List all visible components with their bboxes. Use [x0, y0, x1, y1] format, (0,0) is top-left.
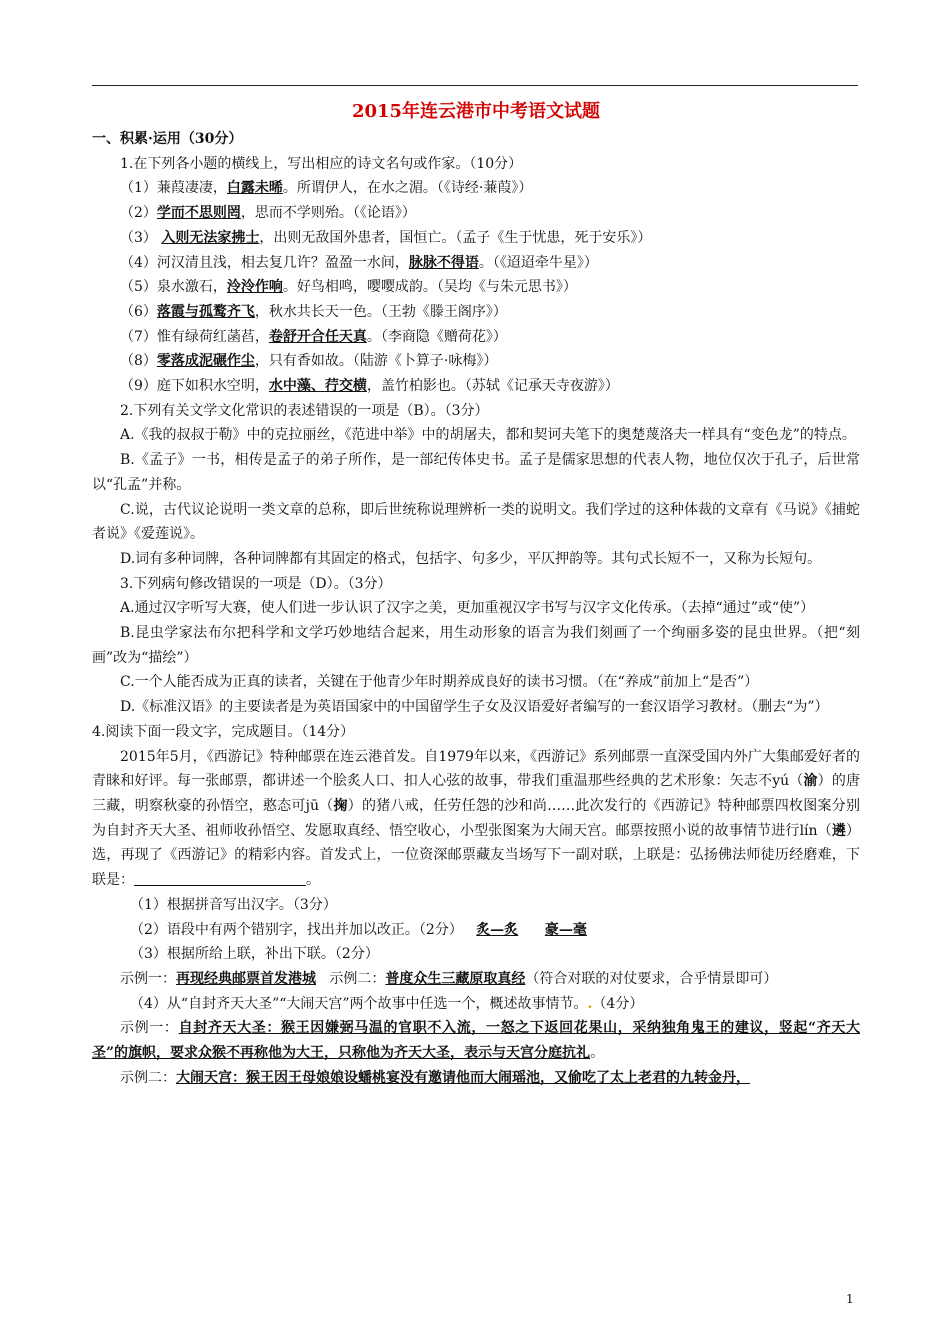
- answer-text: 入则无法家拂士: [161, 229, 260, 246]
- q1-item: （8）零落成泥碾作尘，只有香如故。（陆游《卜算子·咏梅》）: [120, 353, 498, 370]
- answer-text: 零落成泥碾作尘: [156, 353, 255, 370]
- q2-option-b: B.《孟子》一书，相传是孟子的弟子所作，是一部纪传体史书。孟子是儒家思想的代表人物，地位仅次于孔子，后世常以“孔孟”并称。: [92, 452, 860, 493]
- answer-text: 脉脉不得语: [408, 254, 479, 271]
- q3-option-c: C.一个人能否成为正真的读者，关键在于他青少年时期养成良好的读书习惯。（在“养成”前加上“是否”）: [120, 674, 759, 691]
- q2-option-a: A.《我的叔叔于勒》中的克拉丽丝，《范进中举》中的胡屠夫，都和契诃夫笔下的奥楚蔑洛夫一样具有“变色龙”的特点。: [120, 427, 856, 444]
- q4-sub-3-examples: 示例一：再现经典邮票首发港城 示例二：普度众生三藏原取真经（符合对联的对仗要求，合乎情景即可）: [120, 970, 778, 987]
- q1-item: （3） 入则无法家拂士，出则无敌国外患者，国恒亡。（孟子《生于忧患，死于安乐》）: [120, 229, 652, 246]
- q3-option-d: D.《标准汉语》的主要读者是为英语国家中的中国留学生子女及汉语爱好者编写的一套汉语学习教材。（删去“为”）: [120, 699, 829, 716]
- q4-sub-2: （2）语段中有两个错别字，找出并加以改正。（2分） 炙—炙 豪—毫: [130, 921, 587, 938]
- answer-char: 掬: [333, 797, 348, 814]
- answer-text: 卷舒开合任天真: [268, 328, 367, 345]
- q1-item: （2）学而不思则罔，思而不学则殆。（《论语》）: [120, 205, 416, 222]
- q4-sub-3: （3）根据所给上联，补出下联。（2分）: [130, 946, 379, 963]
- answer-text: 自封齐天大圣：猴王因嫌弼马温的官职不入流，一怒之下返回花果山，采纳独角鬼王的建议，竖起“齐天大圣”的旗帜，要求众猴不再称他为大王，只称他为齐天大圣，表示与天宫分庭抗礼: [92, 1020, 860, 1062]
- reading-passage: 2015年5月，《西游记》特种邮票在连云港首发。自1979年以来，《西游记》系列邮票一直深受国内外广大集邮爱好者的青睐和好评。每一张邮票，都讲述一个脍炙人口、扣人心弦的故事，带我们重温那些经典的艺术形象：矢志不yú（渝）的唐三藏，明察秋豪的孙悟空，憨态可jū（掬）的猪八戒，任劳任怨的沙和尚……此次发行的《西游记》特种邮票四枚图案分别为自封齐天大圣、祖师收孙悟空、发愿取真经、悟空收心，小型张图案为大闹天宫。邮票按照小说的故事情节进行lín（遴）选，再现了《西游记》的精彩内容。首发式上，一位资深邮票藏友当场写下一副对联，上联是：弘扬佛法师徒历经磨难，下联是： 。: [92, 748, 861, 889]
- answer-text: 水中藻、荇交横: [268, 378, 367, 395]
- answer-text: 落霞与孤鹜齐飞: [156, 303, 255, 320]
- q1-item: （9）庭下如积水空明，水中藻、荇交横，盖竹柏影也。（苏轼《记承天寺夜游》）: [120, 378, 619, 395]
- answer-text: 学而不思则罔: [156, 205, 241, 222]
- q4-sub-1: （1）根据拼音写出汉字。（3分）: [130, 896, 337, 913]
- answer-text: 再现经典邮票首发港城: [176, 970, 316, 987]
- q2-option-c: C.说，古代议论说明一类文章的总称，即后世统称说理辨析一类的说明文。我们学过的这种体裁的文章有《马说》《捕蛇者说》《爱莲说》。: [92, 501, 860, 543]
- exam-page: [92, 98, 860, 1090]
- q1-item: （4）河汉清且浅，相去复几许？盈盈一水间，脉脉不得语。（《迢迢牵牛星》）: [120, 254, 598, 271]
- q4-sub-4-example-1: 示例一：自封齐天大圣：猴王因嫌弼马温的官职不入流，一怒之下返回花果山，采纳独角鬼王的建议，竖起“齐天大圣”的旗帜，要求众猴不再称他为大王，只称他为齐天大圣，表示与天宫分庭抗礼。: [92, 1020, 860, 1062]
- question-3-stem: 3.下列病句修改错误的一项是（D）。（3分）: [120, 575, 392, 592]
- header-rule: [92, 85, 858, 86]
- answer-text: 普度众生三藏原取真经: [385, 970, 526, 987]
- answer-text: 泠泠作响: [226, 279, 283, 296]
- q3-option-b: B.昆虫学家法布尔把科学和文学巧妙地结合起来，用生动形象的语言为我们刻画了一个绚丽多姿的昆虫世界。（把“刻画”改为“描绘”）: [92, 625, 860, 666]
- question-4-stem: 4.阅读下面一段文字，完成题目。（14分）: [92, 723, 355, 740]
- answer-text: 炙—炙: [476, 921, 519, 938]
- q1-item: （5）泉水激石，泠泠作响。好鸟相鸣，嘤嘤成韵。（吴均《与朱元思书》）: [120, 279, 577, 296]
- answer-char: 遴: [831, 822, 847, 839]
- q1-item: （7）惟有绿荷红菡萏，卷舒开合任天真。（李商隐《赠荷花》）: [120, 328, 507, 345]
- answer-text: 白露未晞: [226, 180, 283, 197]
- answer-text: 豪—毫: [544, 921, 587, 938]
- q4-sub-4-example-2: 示例二：大闹天宫：猴王因王母娘娘设蟠桃宴没有邀请他而大闹瑶池，又偷吃了太上老君的九转金丹，: [120, 1069, 750, 1086]
- q1-item: （6）落霞与孤鹜齐飞，秋水共长天一色。（王勃《滕王阁序》）: [120, 303, 507, 320]
- q3-option-a: A.通过汉字听写大赛，使人们进一步认识了汉字之美，更加重视汉字书写与汉字文化传承。（去掉“通过”或“使”）: [120, 600, 815, 617]
- answer-text: 大闹天宫：猴王因王母娘娘设蟠桃宴没有邀请他而大闹瑶池，又偷吃了太上老君的九转金丹，: [176, 1069, 750, 1086]
- q2-option-d: D.词有多种词牌，各种词牌都有其固定的格式，包括字、句多少，平仄押韵等。其句式长短不一，又称为长短句。: [120, 550, 822, 567]
- answer-char: 渝: [803, 773, 818, 790]
- page-number: 1: [846, 1292, 854, 1306]
- q1-item: （1）蒹葭凄凄，白露未晞。所谓伊人，在水之湄。（《诗经·蒹葭》）: [120, 180, 533, 197]
- section-heading: 一、积累·运用（30分）: [92, 131, 243, 147]
- question-2-stem: 2.下列有关文学文化常识的表述错误的一项是（B）。（3分）: [120, 402, 489, 419]
- answer-blank: [134, 871, 306, 886]
- page-title: 2015年连云港市中考语文试题: [351, 101, 601, 122]
- q4-sub-4: （4）从“自封齐天大圣”“大闹天宫”两个故事中任选一个，概述故事情节。.（4分）: [130, 995, 644, 1012]
- question-1-stem: 1.在下列各小题的横线上，写出相应的诗文名句或作家。（10分）: [120, 155, 523, 172]
